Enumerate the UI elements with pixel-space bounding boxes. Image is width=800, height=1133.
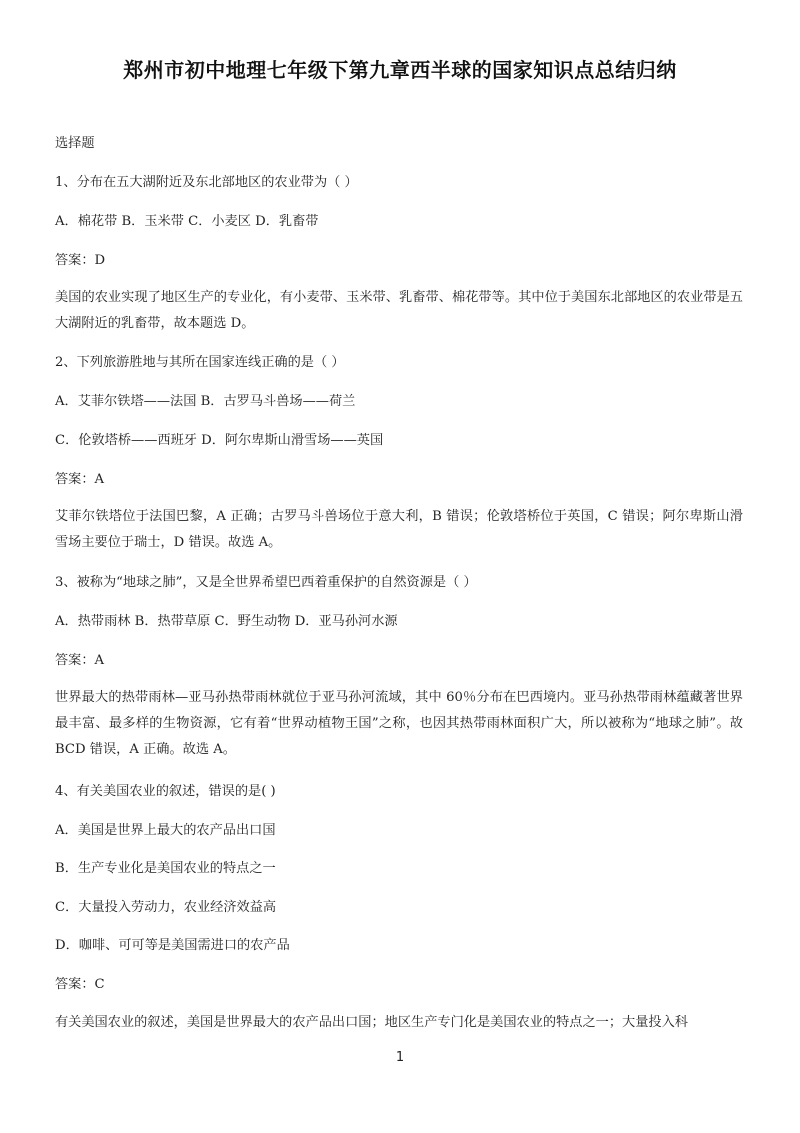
question-4-option-c: C．大量投入劳动力，农业经济效益高 [55,900,277,915]
question-3-explanation: 世界最大的热带雨林—亚马孙热带雨林就位于亚马孙河流域，其中 60％分布在巴西境内。亚马孙热带雨林蕴藏著世界最丰富、最多样的生物资源，它有着“世界动植物王国”之称，也因其热带雨林面积广大，所以被称为“地球之肺”。故 BCD 错误，A 正确。故选 A。 [55,690,743,757]
question-1-answer: 答案：D [55,253,106,268]
question-3-options: A．热带雨林 B．热带草原 C．野生动物 D．亚马孙河水源 [55,614,398,629]
question-2-answer: 答案：A [55,472,105,487]
question-2-options-line-1: A．艾菲尔铁塔——法国 B．古罗马斗兽场——荷兰 [55,394,356,409]
section-heading: 选择题 [55,136,95,151]
question-3-stem: 3、被称为“地球之肺”，又是全世界希望巴西着重保护的自然资源是（ ） [55,575,477,590]
question-1-options: A．棉花带 B．玉米带 C．小麦区 D．乳畜带 [55,214,319,229]
question-4-answer: 答案：C [55,977,105,992]
question-4-option-a: A．美国是世界上最大的农产品出口国 [55,823,276,838]
question-1-stem: 1、分布在五大湖附近及东北部地区的农业带为（ ） [55,175,358,190]
question-2-options-line-2: C．伦敦塔桥——西班牙 D．阿尔卑斯山滑雪场——英国 [55,433,384,448]
question-2-explanation: 艾菲尔铁塔位于法国巴黎，A 正确；古罗马斗兽场位于意大利，B 错误；伦敦塔桥位于英国，C 错误；阿尔卑斯山滑雪场主要位于瑞士，D 错误。故选 A。 [55,509,743,550]
question-4-explanation: 有关美国农业的叙述，美国是世界最大的农产品出口国；地区生产专门化是美国农业的特点之一；大量投入科 [55,1015,688,1030]
question-4-option-d: D．咖啡、可可等是美国需进口的农产品 [55,938,290,953]
question-2-stem: 2、下列旅游胜地与其所在国家连线正确的是（ ） [55,355,345,370]
question-4-stem: 4、有关美国农业的叙述，错误的是( ) [55,784,276,799]
question-4-option-b: B．生产专业化是美国农业的特点之一 [55,861,276,876]
page-number: 1 [395,1050,405,1065]
question-3-answer: 答案：A [55,653,105,668]
page-title: 郑州市初中地理七年级下第九章西半球的国家知识点总结归纳 [123,58,677,82]
question-1-explanation: 美国的农业实现了地区生产的专业化，有小麦带、玉米带、乳畜带、棉花带等。其中位于美国东北部地区的农业带是五大湖附近的乳畜带，故本题选 D。 [55,290,743,331]
